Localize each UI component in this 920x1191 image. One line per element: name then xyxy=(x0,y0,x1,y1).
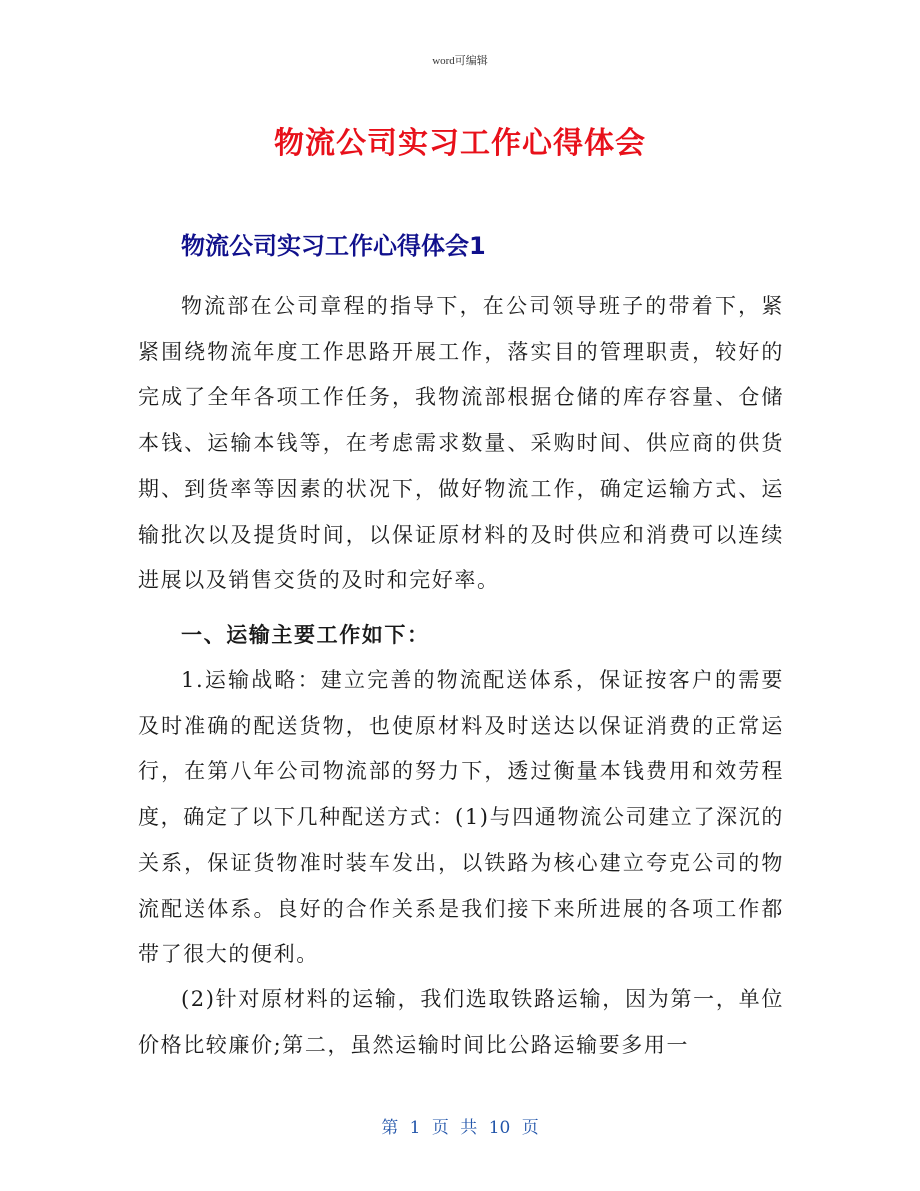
body-paragraph-1: 物流部在公司章程的指导下，在公司领导班子的带着下，紧紧围绕物流年度工作思路开展工作，落实目的管理职责，较好的完成了全年各项工作任务，我物流部根据仓储的库存容量、仓储本钱、运输本钱等，在考虑需求数量、采购时间、供应商的供货期、到货率等因素的状况下，做好物流工作，确定运输方式、运输批次以及提货时间，以保证原材料的及时供应和消费可以连续进展以及销售交货的及时和完好率。 xyxy=(138,294,784,593)
body-paragraph-2: 1.运输战略：建立完善的物流配送体系，保证按客户的需要及时准确的配送货物，也使原材料及时送达以保证消费的正常运行，在第八年公司物流部的努力下，透过衡量本钱费用和效劳程度，确定了以下几种配送方式：(1)与四通物流公司建立了深沉的关系，保证货物准时装车发出，以铁路为核心建立夸克公司的物流配送体系。良好的合作关系是我们接下来所进展的各项工作都带了很大的便利。 xyxy=(138,668,784,967)
body-paragraph-3: (2)针对原材料的运输，我们选取铁路运输，因为第一，单位价格比较廉价;第二，虽然运输时间比公路运输要多用一 xyxy=(138,987,784,1057)
page-footer: 第 1 页 共 10 页 xyxy=(381,1118,539,1138)
header-note: word可编辑 xyxy=(432,55,488,67)
section-title: 物流公司实习工作心得体会1 xyxy=(181,232,486,260)
document-title: 物流公司实习工作心得体会 xyxy=(274,126,646,161)
subheading-transport-work: 一、运输主要工作如下： xyxy=(181,622,430,647)
